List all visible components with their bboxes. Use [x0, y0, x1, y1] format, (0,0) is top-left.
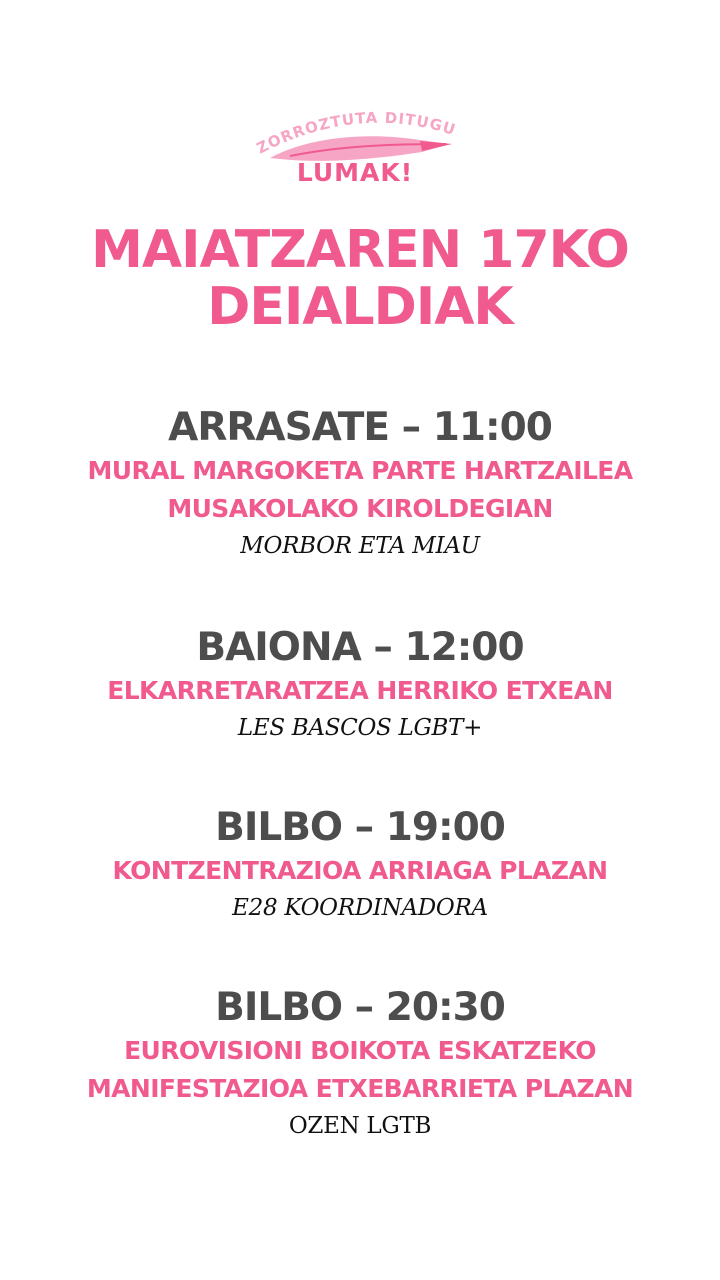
event-time: ARRASATE – 11:00 [168, 405, 552, 450]
event-title-line: MANIFESTAZIOA ETXEBARRIETA PLAZAN [86, 1074, 634, 1103]
feather-tip [420, 141, 452, 151]
event-bilbo-19 [30, 804, 690, 926]
event-baiona [30, 624, 690, 746]
event-time: BAIONA – 12:00 [196, 625, 524, 670]
event-title-line: MURAL MARGOKETA PARTE HARTZAILEA [87, 456, 633, 485]
headline-line-2: DEIALDIAK [207, 277, 513, 337]
logo-arc-text: ZORROZTUTA DITUGU [253, 108, 459, 158]
event-title-line: MUSAKOLAKO KIROLDEGIAN [167, 494, 553, 523]
event-title [30, 672, 690, 710]
event-title-line: EUROVISIONI BOIKOTA ESKATZEKO [124, 1036, 596, 1065]
headline [60, 222, 660, 336]
event-organizer: E28 KOORDINADORA [232, 895, 488, 921]
event-title [30, 1032, 690, 1108]
headline-line-1: MAIATZAREN 17KO [91, 220, 629, 280]
event-organizer: MORBOR ETA MIAU [240, 533, 480, 559]
event-title-line: ELKARRETARATZEA HERRIKO ETXEAN [107, 676, 613, 705]
event-time: BILBO – 20:30 [215, 985, 505, 1030]
event-title [30, 452, 690, 528]
logo-word: LUMAK! [296, 158, 414, 187]
event-title-line: KONTZENTRAZIOA ARRIAGA PLAZAN [112, 856, 608, 885]
event-arrasate [30, 404, 690, 564]
event-organizer: LES BASCOS LGBT+ [237, 715, 483, 741]
event-time: BILBO – 19:00 [215, 805, 505, 850]
event-organizer: OZEN LGTB [288, 1113, 432, 1139]
lumak-logo [250, 108, 460, 188]
event-bilbo-2030 [30, 984, 690, 1144]
event-title [30, 852, 690, 890]
